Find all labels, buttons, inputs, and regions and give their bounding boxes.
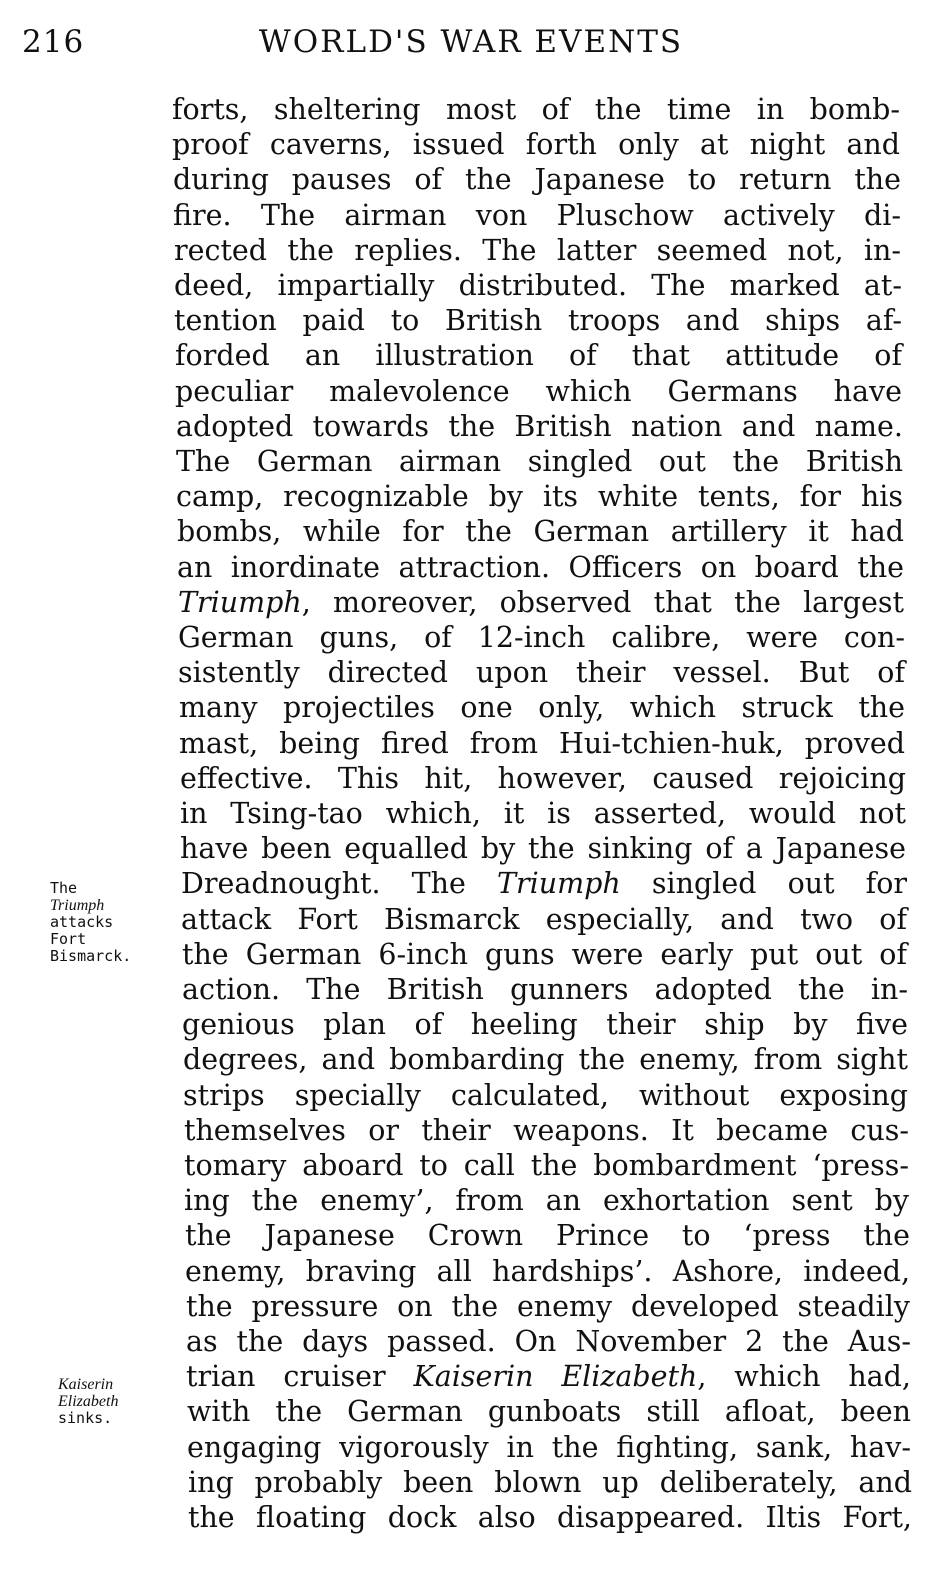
text-segment: tomary aboard to call the bombardment ‘press-: [184, 1149, 909, 1182]
margin-note-line: sinks.: [58, 1409, 113, 1427]
text-segment: the floating dock also disappeared. Iltis Fort,: [188, 1501, 912, 1534]
text-line: [177, 550, 904, 586]
margin-note-line: Elizabeth: [58, 1393, 119, 1410]
text-segment: adopted towards the British nation and name.: [176, 410, 903, 443]
text-line: [175, 338, 902, 374]
text-line: [179, 726, 905, 762]
text-segment: with the German gunboats still afloat, been: [187, 1395, 911, 1428]
text-line: [188, 1500, 912, 1536]
text-segment: themselves or their weapons. It became cus-: [184, 1114, 909, 1147]
text-segment: genious plan of heeling their ship by five: [182, 1008, 908, 1041]
text-segment: the pressure on the enemy developed steadily: [186, 1290, 910, 1323]
text-segment: as the days passed. On November 2 the Aus-: [186, 1325, 911, 1358]
text-segment: an inordinate attraction. Officers on board the: [177, 551, 904, 584]
text-segment: trian cruiser: [186, 1360, 414, 1393]
text-segment: proof caverns, issued forth only at night and: [172, 128, 900, 161]
text-line: [174, 233, 901, 269]
text-line: [172, 92, 900, 128]
text-line: [182, 937, 907, 973]
text-line: [185, 1218, 910, 1254]
text-segment: forded an illustration of that attitude of: [175, 339, 902, 372]
text-line: [188, 1465, 912, 1501]
margin-note-kaiserin: [58, 1376, 178, 1427]
text-segment: singled out for: [620, 867, 907, 900]
text-line: [186, 1324, 911, 1360]
text-line: [174, 268, 902, 304]
text-segment: attack Fort Bismarck especially, and two of: [181, 903, 907, 936]
text-line: [183, 1042, 908, 1078]
text-line: [181, 866, 907, 902]
text-line: [172, 127, 900, 163]
text-segment: German guns, of 12-inch calibre, were con-: [178, 621, 905, 654]
text-line: [186, 1289, 910, 1325]
text-line: [177, 514, 904, 550]
text-line: [187, 1394, 911, 1430]
text-segment: ing probably been blown up deliberately, and: [188, 1466, 912, 1499]
margin-note-line: Bismarck.: [50, 947, 132, 965]
running-title: WORLD'S WAR EVENTS: [258, 24, 684, 60]
text-segment: bombs, while for the German artillery it had: [177, 515, 904, 548]
text-segment: enemy, braving all hardships’. Ashore, indeed,: [185, 1255, 910, 1288]
margin-note-line: Kaiserin: [58, 1376, 114, 1393]
text-segment: strips specially calculated, without exposing: [183, 1079, 908, 1112]
text-line: [179, 690, 905, 726]
text-segment: Triumph: [497, 867, 621, 900]
text-line: [173, 162, 901, 198]
text-segment: , moreover, observed that the largest: [301, 586, 904, 619]
text-line: [184, 1148, 909, 1184]
text-line: [178, 655, 905, 691]
text-line: [182, 972, 908, 1008]
text-segment: action. The British gunners adopted the in-: [182, 973, 908, 1006]
margin-note-line: Triumph: [50, 897, 105, 914]
text-line: [182, 1007, 908, 1043]
text-segment: camp, recognizable by its white tents, for his: [176, 480, 903, 513]
text-line: [173, 198, 901, 234]
text-segment: Dreadnought. The: [181, 867, 498, 900]
text-line: [176, 479, 903, 515]
text-segment: engaging vigorously in the fighting, sank, hav-: [187, 1431, 911, 1464]
margin-note-line: attacks: [50, 913, 114, 931]
text-segment: the German 6-inch guns were early put out of: [182, 938, 907, 971]
text-segment: sistently directed upon their vessel. But of: [178, 656, 905, 689]
text-line: [178, 585, 904, 621]
text-line: [175, 374, 902, 410]
text-line: [184, 1113, 909, 1149]
margin-note-line: The: [50, 879, 78, 897]
page-number: 216: [22, 24, 85, 60]
text-segment: degrees, and bombarding the enemy, from sight: [183, 1043, 908, 1076]
text-segment: Kaiserin Elizabeth: [413, 1360, 698, 1393]
text-segment: have been equalled by the sinking of a Japanese: [180, 832, 906, 865]
text-segment: the Japanese Crown Prince to ‘press the: [185, 1219, 910, 1252]
text-line: [176, 444, 903, 480]
text-segment: rected the replies. The latter seemed not, in-: [174, 234, 901, 267]
text-segment: effective. This hit, however, caused rejoicing: [180, 762, 906, 795]
text-segment: ing the enemy’, from an exhortation sent by: [184, 1184, 909, 1217]
text-line: [180, 796, 906, 832]
text-line: [186, 1359, 911, 1395]
text-segment: peculiar malevolence which Germans have: [175, 375, 902, 408]
text-segment: , which had,: [697, 1360, 911, 1393]
text-segment: forts, sheltering most of the time in bomb-: [172, 93, 900, 126]
text-segment: in Tsing-tao which, it is asserted, would not: [180, 797, 906, 830]
text-line: [183, 1078, 908, 1114]
text-line: [180, 831, 906, 867]
text-line: [174, 303, 902, 339]
text-line: [180, 761, 906, 797]
text-segment: Triumph: [178, 586, 302, 619]
text-segment: during pauses of the Japanese to return the: [173, 163, 901, 196]
text-segment: mast, being fired from Hui-tchien-huk, proved: [179, 727, 905, 760]
text-line: [178, 620, 905, 656]
text-line: [185, 1254, 910, 1290]
page-header: [22, 24, 920, 68]
text-segment: fire. The airman von Pluschow actively di-: [173, 199, 901, 232]
margin-note-triumph: [50, 880, 175, 965]
text-line: [184, 1183, 909, 1219]
text-segment: deed, impartially distributed. The marked at-: [174, 269, 902, 302]
text-line: [181, 902, 907, 938]
text-line: [187, 1430, 911, 1466]
text-segment: The German airman singled out the British: [176, 445, 903, 478]
text-line: [176, 409, 903, 445]
text-segment: tention paid to British troops and ships af-: [174, 304, 902, 337]
margin-note-line: Fort: [50, 930, 87, 948]
text-segment: many projectiles one only, which struck the: [179, 691, 905, 724]
